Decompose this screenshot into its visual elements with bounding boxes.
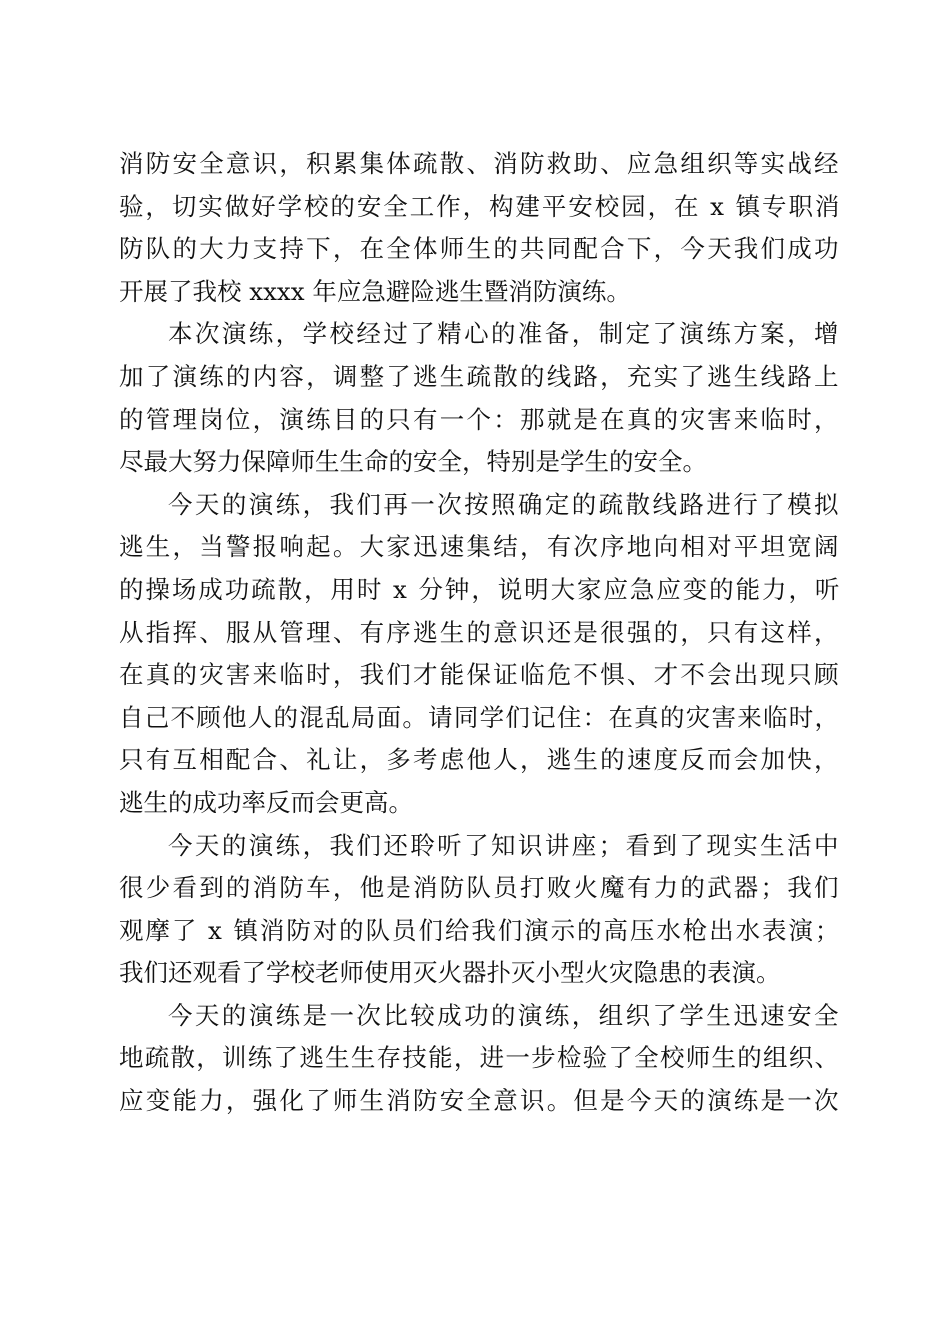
text-line <box>119 1080 839 1123</box>
text-line-content: 的操场成功疏散，用时 x 分钟，说明大家应急应变的能力，听 <box>119 574 842 604</box>
text-line <box>119 569 842 612</box>
text-line <box>119 143 839 186</box>
text-line <box>119 399 839 442</box>
text-line-content: 验，切实做好学校的安全工作，构建平安校园，在 x 镇专职消 <box>119 191 842 221</box>
text-line <box>119 313 839 356</box>
text-line <box>119 186 842 229</box>
text-line <box>119 441 839 484</box>
text-line-content: 在真的灾害来临时，我们才能保证临危不惧、才不会出现只顾 <box>119 660 841 690</box>
text-line <box>119 697 839 740</box>
text-line <box>119 271 839 314</box>
text-line <box>119 739 839 782</box>
text-line <box>119 228 839 271</box>
text-line-content: 逃生，当警报响起。大家迅速集结，有次序地向相对平坦宽阔 <box>119 532 841 562</box>
text-line-content: 开展了我校 xxxx 年应急避险逃生暨消防演练。 <box>119 276 631 306</box>
text-line-content: 今天的演练，我们再一次按照确定的疏散线路进行了模拟 <box>168 489 841 519</box>
text-line-content: 应变能力，强化了师生消防安全意识。但是今天的演练是一次 <box>119 1086 841 1116</box>
text-line-content: 今天的演练是一次比较成功的演练，组织了学生迅速安全 <box>168 1000 841 1030</box>
text-line-content: 自己不顾他人的混乱局面。请同学们记住：在真的灾害来临时， <box>119 702 841 732</box>
text-line-content: 本次演练，学校经过了精心的准备，制定了演练方案，增 <box>168 319 841 349</box>
text-line <box>119 995 839 1038</box>
text-line-content: 地疏散，训练了逃生生存技能，进一步检验了全校师生的组织、 <box>119 1043 841 1073</box>
text-line-content: 逃生的成功率反而会更高。 <box>119 787 413 817</box>
text-line-content: 加了演练的内容，调整了逃生疏散的线路，充实了逃生线路上 <box>119 361 841 391</box>
text-line-content: 消防安全意识，积累集体疏散、消防救助、应急组织等实战经 <box>119 149 841 178</box>
text-line-content: 很少看到的消防车，他是消防队员打败火魔有力的武器；我们 <box>119 873 841 903</box>
text-line <box>119 654 839 697</box>
text-line-content: 我们还观看了学校老师使用灭火器扑灭小型火灾隐患的表演。 <box>119 958 781 988</box>
text-line-content: 今天的演练，我们还聆听了知识讲座；看到了现实生活中 <box>168 830 841 860</box>
text-line <box>119 526 839 569</box>
text-line-content: 从指挥、服从管理、有序逃生的意识还是很强的，只有这样， <box>119 617 841 647</box>
text-line <box>119 484 839 527</box>
text-line <box>119 782 839 825</box>
text-line <box>119 867 839 910</box>
text-line-content: 观摩了 x 镇消防对的队员们给我们演示的高压水枪出水表演； <box>119 915 842 945</box>
text-line-content: 尽最大努力保障师生生命的安全，特别是学生的安全。 <box>119 447 707 477</box>
text-line <box>119 825 839 868</box>
text-line <box>119 952 839 995</box>
text-line <box>119 612 839 655</box>
text-line <box>119 356 839 399</box>
text-line-content: 只有互相配合、礼让，多考虑他人，逃生的速度反而会加快， <box>119 745 841 775</box>
document-body <box>119 143 842 1123</box>
text-line-content: 的管理岗位，演练目的只有一个：那就是在真的灾害来临时， <box>119 404 841 434</box>
text-line <box>119 910 842 953</box>
text-line-content: 防队的大力支持下，在全体师生的共同配合下，今天我们成功 <box>119 234 841 264</box>
text-line <box>119 1037 839 1080</box>
